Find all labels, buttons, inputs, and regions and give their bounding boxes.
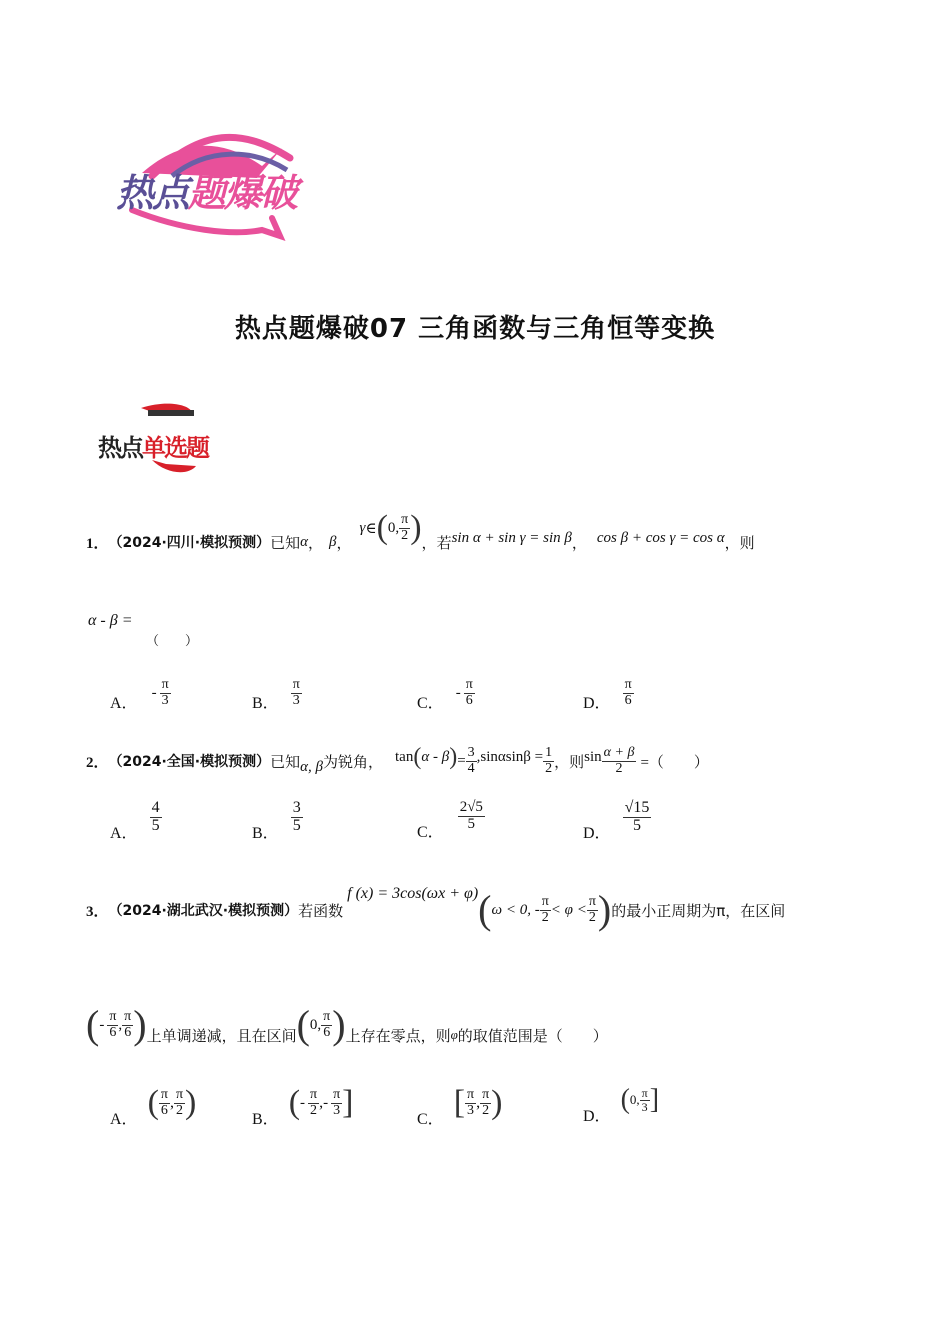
frac-den: 2	[401, 527, 409, 543]
frac-num: 1	[545, 744, 553, 760]
fraction	[480, 1088, 491, 1118]
text: 若	[436, 533, 452, 552]
fraction	[399, 513, 410, 543]
frac-num: π	[310, 1086, 318, 1102]
fraction	[466, 746, 477, 776]
condition: < φ <	[550, 901, 587, 918]
text: ，	[421, 533, 437, 552]
option-d[interactable]	[583, 1084, 660, 1125]
fraction	[602, 746, 637, 776]
fraction	[308, 1088, 319, 1118]
frac-den: 2	[176, 1102, 183, 1118]
paren-right: )	[449, 744, 458, 770]
sign: -	[300, 1094, 306, 1111]
option-letter: D．	[583, 694, 611, 712]
paren-left: (	[86, 1002, 100, 1047]
option-letter: A．	[110, 1110, 138, 1128]
paren-right: )	[133, 1002, 147, 1047]
frac-den: 2	[588, 909, 596, 925]
fraction	[458, 800, 485, 833]
option-c[interactable]	[417, 677, 475, 712]
badge-word-1: 热点	[98, 434, 142, 462]
option-letter: B．	[252, 694, 279, 712]
option-b[interactable]	[252, 677, 302, 712]
fraction	[122, 1010, 133, 1040]
fraction	[291, 800, 303, 835]
tan-argument: α - β	[421, 748, 450, 765]
section-badge	[96, 400, 236, 480]
frac-num: π	[292, 677, 300, 692]
sin-product: ,sinαsinβ =	[476, 748, 544, 765]
frac-num: 4	[151, 799, 160, 816]
sign: -	[455, 684, 461, 701]
frac-den: 6	[465, 692, 473, 708]
text: ，	[571, 533, 587, 552]
question-3-line-2	[86, 1000, 608, 1050]
var-gamma: γ	[359, 519, 366, 536]
paren-left: (	[296, 1002, 310, 1047]
option-letter: D．	[583, 824, 611, 842]
frac-num: π	[160, 1086, 168, 1102]
tan-function: tan	[395, 748, 414, 765]
fraction	[540, 895, 551, 925]
frac-den: 3	[641, 1099, 648, 1114]
frac-den: 2	[310, 1102, 318, 1118]
question-3-options	[110, 1086, 870, 1136]
frac-den: 2	[615, 760, 623, 776]
text: ，则	[724, 533, 755, 552]
sign: -	[99, 1016, 105, 1033]
option-letter: C．	[417, 694, 444, 712]
frac-num: π	[641, 1085, 648, 1100]
fraction	[174, 1088, 185, 1118]
frac-num: π	[109, 1008, 117, 1024]
frac-den: 6	[124, 1024, 132, 1040]
page-title: 热点题爆破07 三角函数与三角恒等变换	[234, 314, 716, 344]
frac-den: 3	[292, 692, 300, 708]
frac-den: 4	[467, 760, 475, 776]
text: ，	[308, 533, 324, 552]
fraction	[107, 1010, 118, 1040]
frac-den: 5	[632, 816, 641, 834]
frac-den: 6	[624, 692, 632, 708]
frac-den: 5	[292, 816, 301, 834]
frac-den: 3	[161, 692, 169, 708]
fraction	[159, 1088, 170, 1118]
frac-num: π	[467, 1086, 475, 1102]
var-alpha: α	[300, 533, 309, 550]
option-letter: C．	[417, 823, 444, 841]
answer-blank: =（ ）	[640, 754, 709, 771]
option-a[interactable]	[110, 1084, 197, 1128]
bracket-left: [	[453, 1084, 466, 1121]
var-beta: β	[329, 533, 337, 550]
variables: α, β	[300, 758, 323, 775]
condition: ω < 0, -	[491, 901, 540, 918]
text: 已知	[270, 533, 301, 552]
badge-word-2: 单选题	[142, 434, 208, 462]
frac-den: 3	[467, 1102, 475, 1118]
bracket-right: ]	[342, 1084, 354, 1121]
paren-left: (	[478, 887, 492, 932]
equals: =	[457, 752, 466, 769]
text: 0,	[387, 519, 400, 536]
fraction	[331, 1088, 342, 1118]
frac-num: π	[333, 1086, 341, 1102]
frac-num: 3	[292, 799, 301, 816]
fraction	[150, 800, 162, 835]
question-source: （2024·湖北武汉·模拟预测）	[108, 903, 299, 919]
sin-function: sin	[584, 748, 602, 765]
fraction	[160, 678, 171, 708]
question-2-line-1	[86, 738, 709, 784]
text: 上单调递减，且在区间	[146, 1026, 297, 1045]
fraction	[543, 746, 554, 776]
frac-num: π	[175, 1086, 184, 1102]
question-2-options	[110, 800, 870, 850]
text: 上存在零点，则	[345, 1026, 451, 1045]
var-phi: φ	[450, 1027, 458, 1042]
option-letter: B．	[252, 1110, 279, 1128]
text: 若函数	[298, 901, 344, 920]
equation-2: cos β + cos γ = cos α	[596, 529, 725, 546]
option-c[interactable]	[417, 1084, 503, 1128]
fraction	[640, 1087, 650, 1113]
frac-den: 6	[323, 1024, 331, 1040]
text: ,	[169, 1094, 174, 1111]
frac-num: 2√5	[459, 799, 483, 815]
paren-left: (	[147, 1084, 159, 1121]
text: 0,	[309, 1016, 322, 1033]
paren-right: )	[491, 1084, 503, 1121]
fraction	[623, 800, 652, 835]
frac-num: π	[465, 677, 473, 692]
paren-right: )	[410, 509, 422, 546]
brand-logo	[112, 118, 342, 243]
question-number: 2．	[86, 754, 109, 771]
frac-den: 6	[109, 1024, 117, 1040]
bracket-right: ]	[649, 1084, 660, 1115]
question-1-line-1	[86, 509, 755, 572]
paren-left: (	[376, 509, 388, 546]
text: ,	[319, 1094, 324, 1111]
frac-num: π	[161, 677, 169, 692]
option-b[interactable]	[252, 1084, 354, 1128]
text: 0,	[629, 1092, 640, 1107]
frac-num: 3	[467, 744, 475, 760]
paren-right: )	[597, 887, 612, 932]
frac-num: α + β	[603, 744, 635, 760]
frac-num: π	[588, 893, 596, 909]
frac-den: 3	[333, 1102, 341, 1118]
fraction	[291, 678, 302, 708]
text: 的最小正周期为π，在区间	[611, 901, 786, 920]
sign: -	[323, 1094, 329, 1111]
equation-1: sin α + sin γ = sin β	[451, 529, 572, 546]
fraction	[464, 678, 475, 708]
fraction	[623, 678, 634, 708]
fraction	[587, 895, 598, 925]
answer-blank: （ ）	[146, 634, 199, 649]
option-letter: C．	[417, 1110, 444, 1128]
question-1-line-2	[88, 612, 133, 630]
fraction	[321, 1010, 332, 1040]
function-definition: f (x) = 3cos(ωx + φ)	[347, 885, 479, 902]
question-number: 1．	[86, 535, 109, 552]
frac-num: √15	[624, 799, 650, 816]
text: 的取值范围是（ ）	[457, 1026, 608, 1045]
question-3-line-1	[86, 882, 785, 938]
option-letter: A．	[110, 694, 138, 712]
option-d[interactable]	[583, 677, 634, 712]
option-a[interactable]	[110, 677, 171, 712]
sign: -	[151, 684, 157, 701]
frac-den: 2	[545, 760, 553, 776]
paren-left: (	[620, 1084, 630, 1115]
gamma-interval	[360, 511, 422, 545]
logo-word-1: 热点	[116, 171, 189, 215]
frac-num: π	[541, 893, 549, 909]
option-d[interactable]	[583, 799, 651, 842]
frac-num: π	[323, 1008, 331, 1024]
paren-right: )	[332, 1002, 346, 1047]
option-b[interactable]	[252, 799, 303, 842]
option-a[interactable]	[110, 799, 162, 842]
frac-den: 2	[482, 1102, 490, 1118]
expression: α - β =	[88, 612, 133, 629]
frac-den: 5	[467, 815, 476, 832]
fraction	[465, 1088, 476, 1118]
frac-den: 2	[541, 909, 549, 925]
text: ，	[336, 533, 352, 552]
frac-num: π	[624, 677, 632, 692]
option-letter: D．	[583, 1107, 611, 1125]
question-number: 3．	[86, 903, 109, 920]
option-letter: A．	[110, 824, 138, 842]
text: 为锐角，	[323, 752, 384, 771]
frac-num: π	[124, 1008, 132, 1024]
frac-den: 5	[151, 816, 160, 834]
frac-num: π	[401, 511, 409, 527]
logo-word-2: 题爆破	[188, 171, 297, 215]
question-source: （2024·全国·模拟预测）	[108, 754, 271, 770]
frac-den: 6	[160, 1102, 168, 1118]
paren-right: )	[185, 1084, 197, 1121]
option-letter: B．	[252, 824, 279, 842]
paren-left: (	[288, 1084, 301, 1121]
option-c[interactable]	[417, 799, 485, 841]
paren-left: (	[413, 744, 422, 770]
text: ,	[118, 1016, 123, 1033]
question-1-options	[110, 678, 870, 722]
symbol: ∈	[365, 520, 377, 537]
text: ，则	[554, 752, 585, 771]
text: 已知	[270, 752, 301, 771]
text: ,	[476, 1094, 481, 1111]
question-source: （2024·四川·模拟预测）	[108, 535, 271, 551]
frac-num: π	[482, 1086, 490, 1102]
